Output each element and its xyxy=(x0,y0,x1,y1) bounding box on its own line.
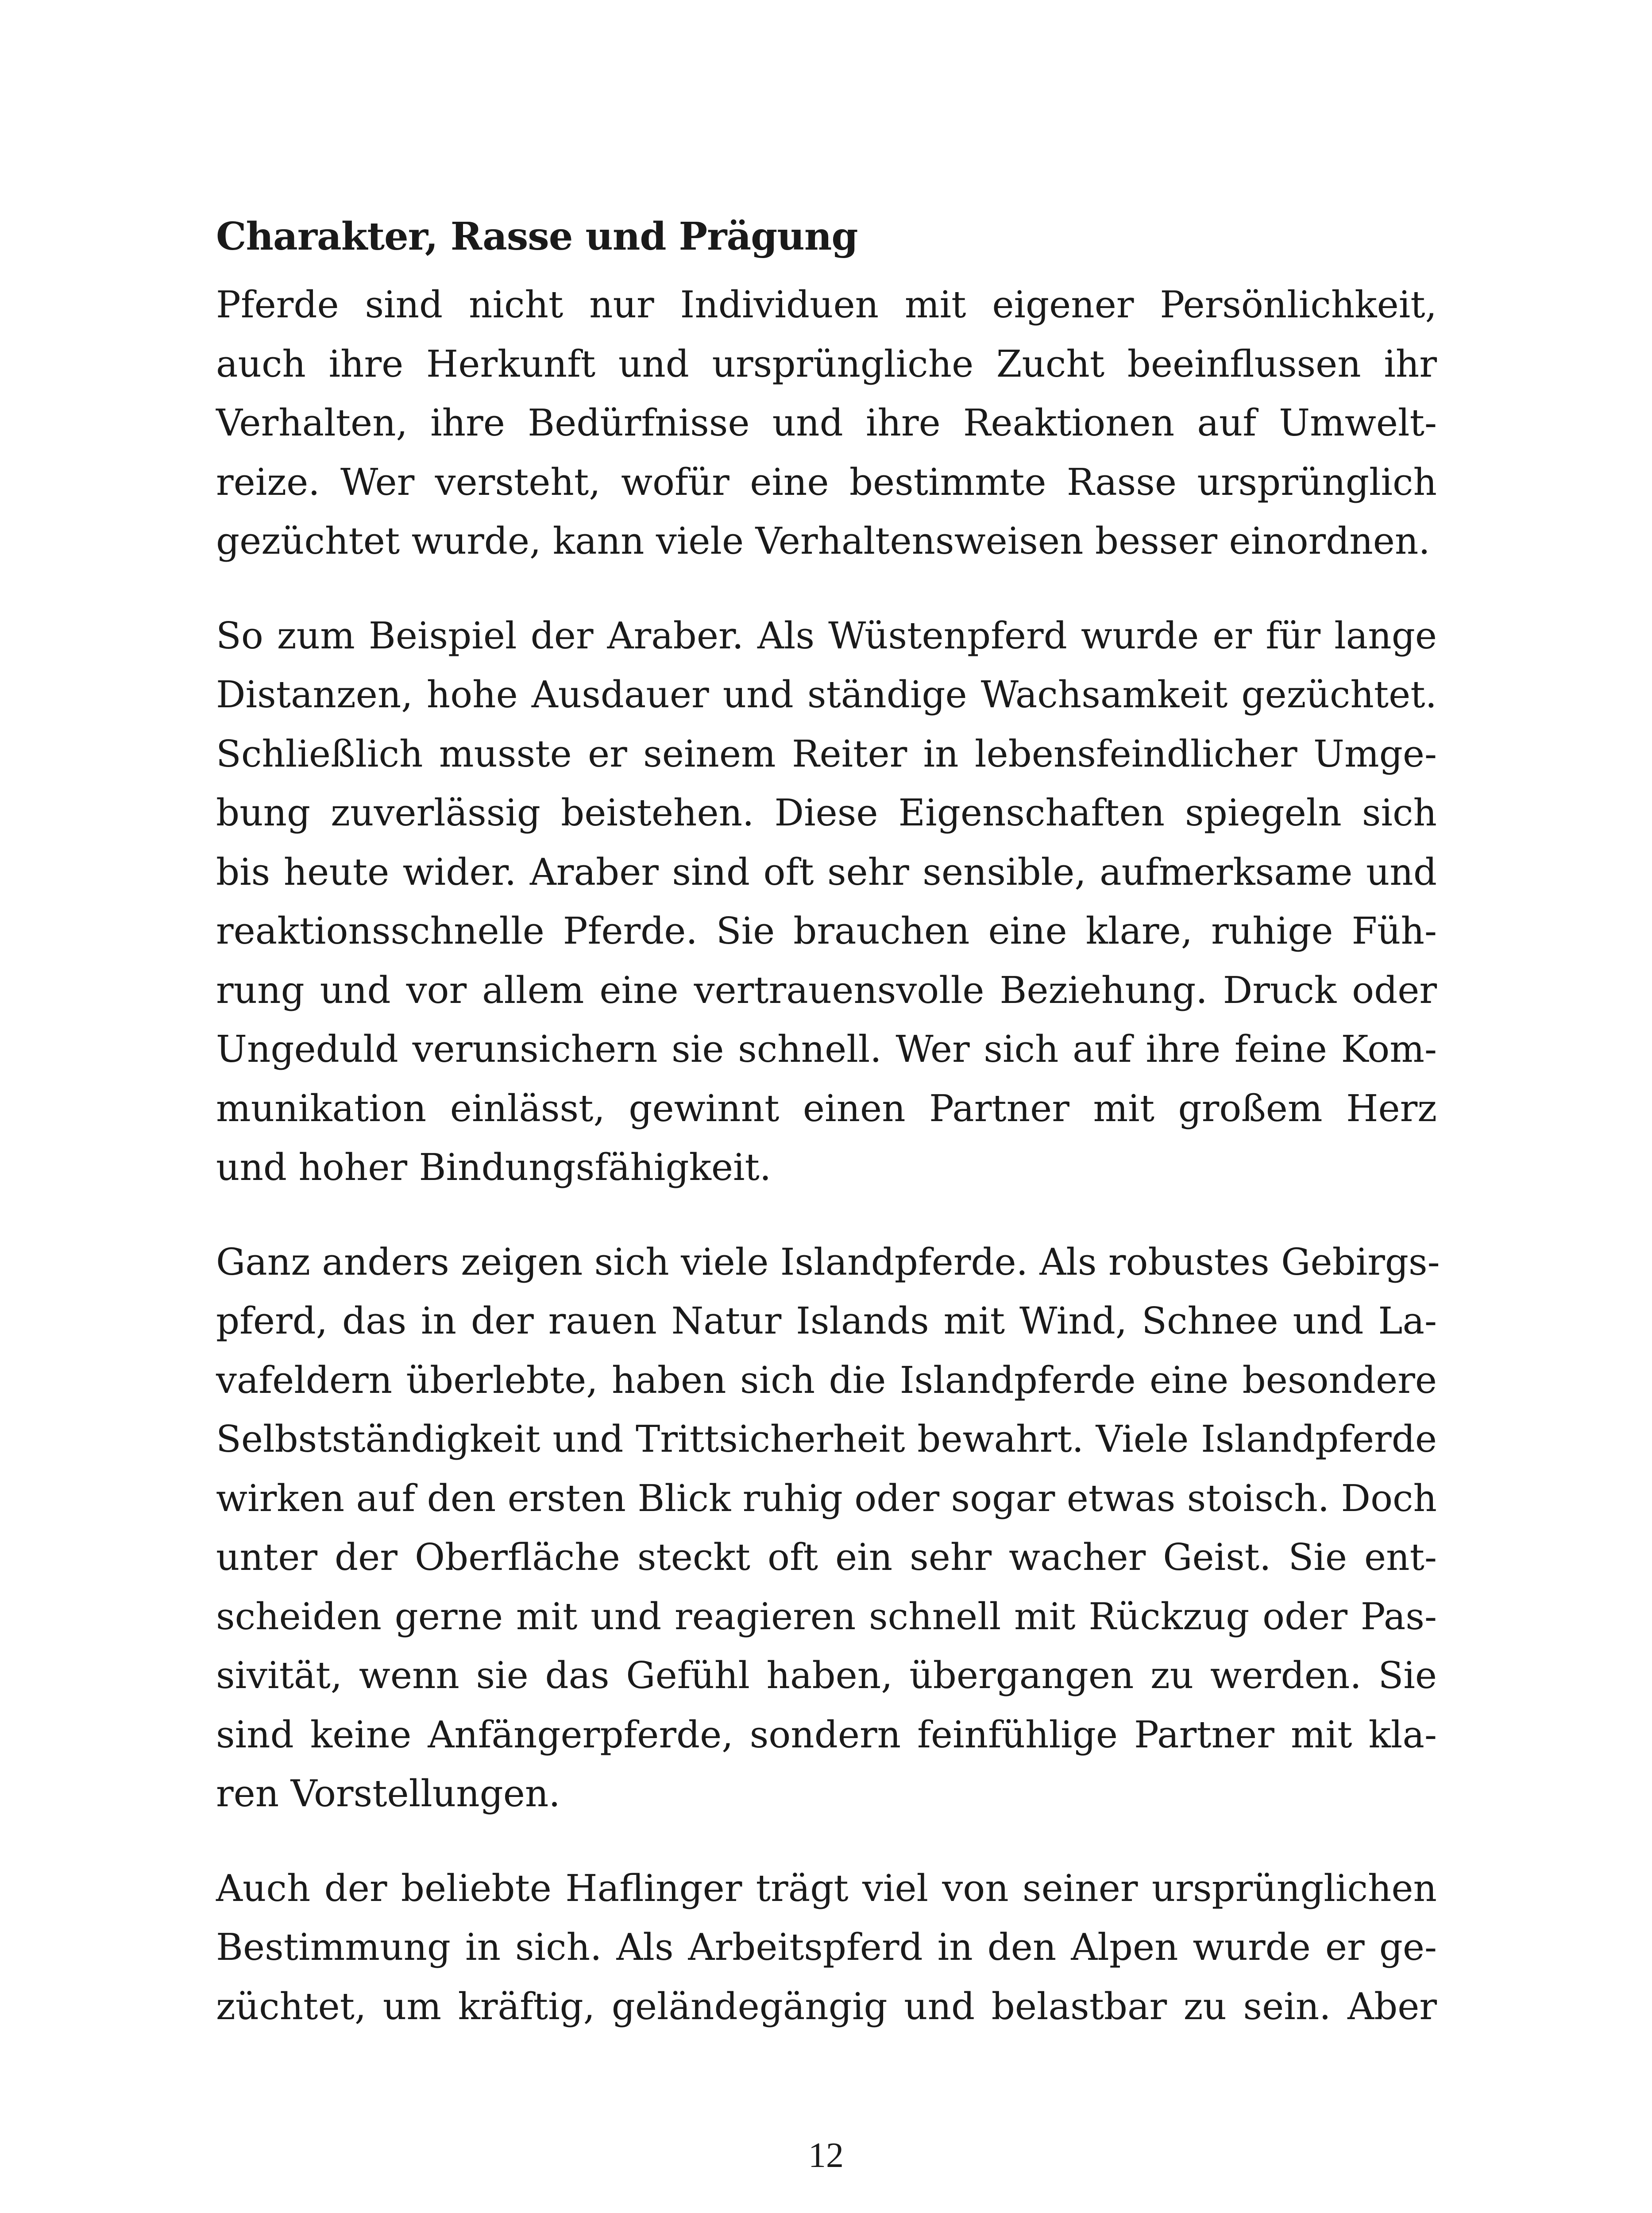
text-line: wirken auf den ersten Blick ruhig oder sogar etwas stoisch. Doch xyxy=(216,1477,1437,1520)
text-line: bung zuverlässig beistehen. Diese Eigenschaften spiegeln sich xyxy=(216,791,1437,834)
page-body xyxy=(216,208,1440,2071)
text-line: bis heute wider. Araber sind oft sehr sensible, aufmerksame und xyxy=(216,850,1437,894)
text-line: munikation einlässt, gewinnt einen Partner mit großem Herz xyxy=(216,1087,1437,1130)
section-heading: Charakter, Rasse und Prägung xyxy=(216,214,858,259)
text-line: gezüchtet wurde, kann viele Verhaltensweisen besser einordnen. xyxy=(216,520,1430,563)
paragraph xyxy=(216,275,1437,571)
text-line: Auch der beliebte Haflinger trägt viel von seiner ursprünglichen xyxy=(216,1866,1437,1910)
text-line: vafeldern überlebte, haben sich die Islandpferde eine besondere xyxy=(216,1358,1437,1402)
text-line: reize. Wer versteht, wofür eine bestimmte Rasse ursprünglich xyxy=(216,460,1437,504)
text-line: reaktionsschnelle Pferde. Sie brauchen eine klare, ruhige Füh- xyxy=(216,910,1437,952)
text-line: Selbstständigkeit und Trittsicherheit bewahrt. Viele Islandpferde xyxy=(216,1418,1437,1461)
text-line: Ungeduld verunsichern sie schnell. Wer sich auf ihre feine Kom- xyxy=(216,1028,1437,1071)
paragraph xyxy=(216,606,1437,1197)
paragraphs xyxy=(216,275,1440,2036)
paragraph xyxy=(216,1859,1437,2036)
text-line: scheiden gerne mit und reagieren schnell mit Rückzug oder Pas- xyxy=(216,1595,1437,1638)
page-number: 12 xyxy=(808,2136,844,2175)
paragraph xyxy=(216,1233,1440,1824)
text-line: züchtet, um kräftig, geländegängig und belastbar zu sein. Aber xyxy=(216,1985,1437,2028)
text-line: Verhalten, ihre Bedürfnisse und ihre Reaktionen auf Umwelt- xyxy=(216,401,1437,444)
text-line: sind keine Anfängerpferde, sondern feinfühlige Partner mit kla- xyxy=(216,1713,1437,1756)
text-line: unter der Oberfläche steckt oft ein sehr wacher Geist. Sie ent- xyxy=(216,1536,1437,1579)
text-line: pferd, das in der rauen Natur Islands mit Wind, Schnee und La- xyxy=(216,1299,1437,1342)
text-line: Bestimmung in sich. Als Arbeitspferd in den Alpen wurde er ge- xyxy=(216,1926,1437,1969)
text-line: sivität, wenn sie das Gefühl haben, übergangen zu werden. Sie xyxy=(216,1654,1437,1697)
text-line: ren Vorstellungen. xyxy=(216,1772,560,1815)
text-line: und hoher Bindungsfähigkeit. xyxy=(216,1146,772,1189)
text-line: Ganz anders zeigen sich viele Islandpferde. Als robustes Gebirgs- xyxy=(216,1240,1440,1284)
text-line: Schließlich musste er seinem Reiter in lebensfeindlicher Umge- xyxy=(216,732,1437,775)
text-line: So zum Beispiel der Araber. Als Wüstenpferd wurde er für lange xyxy=(216,614,1437,657)
text-line: Pferde sind nicht nur Individuen mit eigener Persönlichkeit, xyxy=(216,283,1437,326)
text-line: auch ihre Herkunft und ursprüngliche Zucht beeinflussen ihr xyxy=(216,342,1437,386)
text-line: Distanzen, hohe Ausdauer und ständige Wachsamkeit gezüchtet. xyxy=(216,673,1437,716)
text-line: rung und vor allem eine vertrauensvolle Beziehung. Druck oder xyxy=(216,968,1437,1012)
